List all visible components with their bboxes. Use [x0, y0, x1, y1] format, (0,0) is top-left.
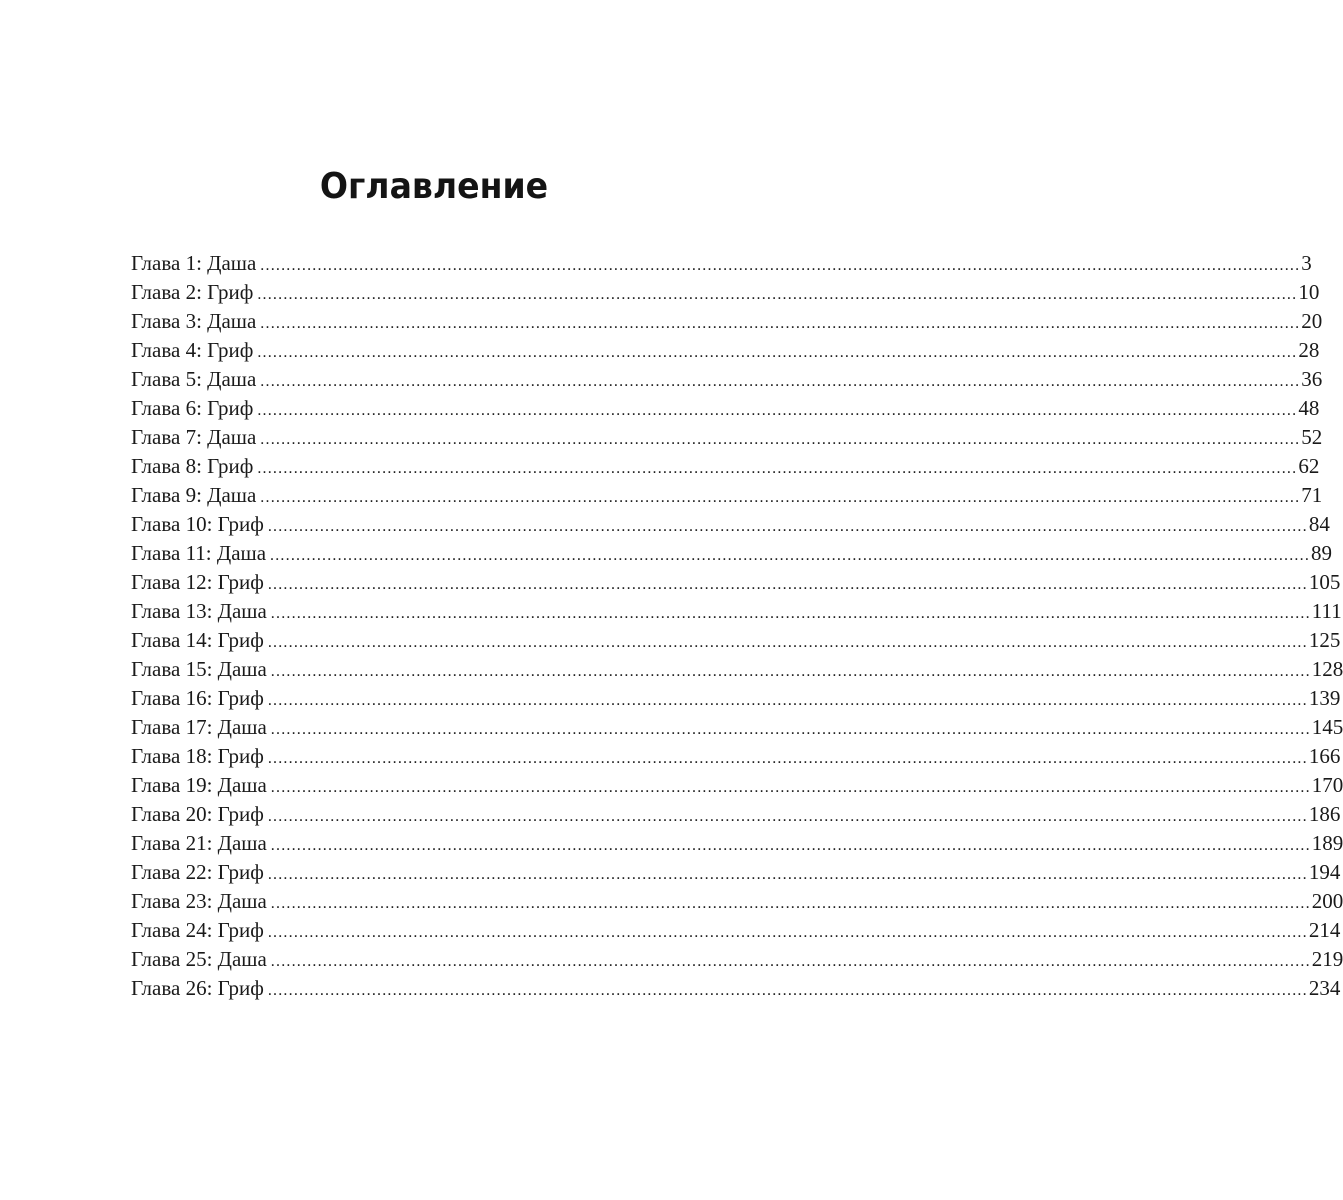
table-of-contents [131, 249, 1343, 1003]
dot-leader: ........................................................................................................................................................................................................ [270, 605, 1311, 622]
toc-entry-page-number: 125 [1308, 628, 1341, 652]
toc-entry-label: Глава 7: Даша [131, 425, 257, 449]
toc-entry-label: Глава 11: Даша [131, 541, 267, 565]
dot-leader: ........................................................................................................................................................................................................ [267, 518, 1308, 535]
dot-leader: ........................................................................................................................................................................................................ [270, 953, 1311, 970]
dot-leader: ........................................................................................................................................................................................................ [267, 866, 1308, 883]
dot-leader: ........................................................................................................................................................................................................ [270, 779, 1311, 796]
toc-entry-label: Глава 17: Даша [131, 715, 267, 739]
toc-entry-label: Глава 21: Даша [131, 831, 267, 855]
dot-leader: ........................................................................................................................................................................................................ [270, 547, 1311, 564]
toc-entry-label: Глава 10: Гриф [131, 512, 264, 536]
toc-entry[interactable] [131, 916, 1341, 945]
toc-entry[interactable] [131, 336, 1320, 365]
dot-leader: ........................................................................................................................................................................................................ [270, 663, 1311, 680]
dot-leader: ........................................................................................................................................................................................................ [267, 808, 1308, 825]
toc-entry-page-number: 20 [1301, 309, 1323, 333]
toc-entry[interactable] [131, 539, 1333, 568]
toc-entry[interactable] [131, 945, 1343, 974]
toc-entry-label: Глава 16: Гриф [131, 686, 264, 710]
toc-entry-page-number: 234 [1308, 976, 1341, 1000]
toc-entry-page-number: 189 [1311, 831, 1343, 855]
toc-entry-label: Глава 14: Гриф [131, 628, 264, 652]
toc-entry-label: Глава 25: Даша [131, 947, 267, 971]
toc-entry-label: Глава 20: Гриф [131, 802, 264, 826]
toc-entry-page-number: 194 [1308, 860, 1341, 884]
toc-entry-page-number: 36 [1301, 367, 1323, 391]
toc-entry[interactable] [131, 510, 1330, 539]
toc-entry-label: Глава 3: Даша [131, 309, 257, 333]
toc-entry[interactable] [131, 278, 1320, 307]
toc-entry-page-number: 111 [1311, 599, 1342, 623]
toc-entry[interactable] [131, 597, 1342, 626]
dot-leader: ........................................................................................................................................................................................................ [257, 460, 1298, 477]
toc-entry-page-number: 200 [1311, 889, 1343, 913]
dot-leader: ........................................................................................................................................................................................................ [257, 286, 1298, 303]
toc-entry[interactable] [131, 423, 1323, 452]
toc-entry-page-number: 214 [1308, 918, 1341, 942]
dot-leader: ........................................................................................................................................................................................................ [267, 924, 1308, 941]
toc-entry-page-number: 145 [1311, 715, 1343, 739]
dot-leader: ........................................................................................................................................................................................................ [257, 344, 1298, 361]
toc-entry-label: Глава 2: Гриф [131, 280, 254, 304]
toc-entry[interactable] [131, 974, 1341, 1003]
toc-entry-page-number: 89 [1311, 541, 1333, 565]
toc-entry[interactable] [131, 887, 1343, 916]
toc-entry-page-number: 219 [1311, 947, 1343, 971]
toc-entry-label: Глава 5: Даша [131, 367, 257, 391]
toc-entry-page-number: 105 [1308, 570, 1341, 594]
toc-entry-label: Глава 24: Гриф [131, 918, 264, 942]
toc-entry-page-number: 71 [1301, 483, 1323, 507]
toc-entry-label: Глава 23: Даша [131, 889, 267, 913]
toc-entry-label: Глава 18: Гриф [131, 744, 264, 768]
dot-leader: ........................................................................................................................................................................................................ [270, 721, 1311, 738]
toc-entry[interactable] [131, 568, 1341, 597]
toc-entry-label: Глава 9: Даша [131, 483, 257, 507]
toc-entry[interactable] [131, 655, 1343, 684]
toc-entry-label: Глава 22: Гриф [131, 860, 264, 884]
toc-entry[interactable] [131, 800, 1341, 829]
dot-leader: ........................................................................................................................................................................................................ [260, 373, 1301, 390]
toc-entry[interactable] [131, 771, 1343, 800]
toc-entry-label: Глава 12: Гриф [131, 570, 264, 594]
toc-entry[interactable] [131, 307, 1323, 336]
toc-entry-label: Глава 4: Гриф [131, 338, 254, 362]
toc-entry[interactable] [131, 394, 1320, 423]
toc-entry-label: Глава 15: Даша [131, 657, 267, 681]
toc-entry-page-number: 139 [1308, 686, 1341, 710]
dot-leader: ........................................................................................................................................................................................................ [267, 750, 1308, 767]
toc-entry-page-number: 48 [1298, 396, 1320, 420]
dot-leader: ........................................................................................................................................................................................................ [267, 576, 1308, 593]
toc-entry-label: Глава 13: Даша [131, 599, 267, 623]
toc-entry-label: Глава 8: Гриф [131, 454, 254, 478]
toc-entry-label: Глава 19: Даша [131, 773, 267, 797]
toc-entry[interactable] [131, 684, 1341, 713]
toc-entry-label: Глава 26: Гриф [131, 976, 264, 1000]
toc-entry[interactable] [131, 829, 1343, 858]
toc-entry-page-number: 128 [1311, 657, 1343, 681]
dot-leader: ........................................................................................................................................................................................................ [267, 634, 1308, 651]
page-title: Оглавление [319, 166, 549, 208]
dot-leader: ........................................................................................................................................................................................................ [260, 489, 1301, 506]
toc-entry-page-number: 170 [1311, 773, 1343, 797]
toc-entry[interactable] [131, 481, 1323, 510]
dot-leader: ........................................................................................................................................................................................................ [270, 837, 1311, 854]
toc-entry-page-number: 84 [1308, 512, 1330, 536]
toc-entry-page-number: 28 [1298, 338, 1320, 362]
toc-entry[interactable] [131, 858, 1341, 887]
toc-entry-label: Глава 6: Гриф [131, 396, 254, 420]
toc-entry-page-number: 186 [1308, 802, 1341, 826]
toc-entry-page-number: 10 [1298, 280, 1320, 304]
dot-leader: ........................................................................................................................................................................................................ [257, 402, 1298, 419]
dot-leader: ........................................................................................................................................................................................................ [260, 257, 1301, 274]
toc-entry[interactable] [131, 742, 1341, 771]
dot-leader: ........................................................................................................................................................................................................ [267, 692, 1308, 709]
toc-entry[interactable] [131, 713, 1343, 742]
toc-entry-page-number: 62 [1298, 454, 1320, 478]
dot-leader: ........................................................................................................................................................................................................ [270, 895, 1311, 912]
toc-entry-label: Глава 1: Даша [131, 251, 257, 275]
toc-entry-page-number: 166 [1308, 744, 1341, 768]
toc-entry[interactable] [131, 365, 1323, 394]
toc-entry[interactable] [131, 249, 1312, 278]
dot-leader: ........................................................................................................................................................................................................ [260, 431, 1301, 448]
toc-entry-page-number: 52 [1301, 425, 1323, 449]
toc-entry-page-number: 3 [1301, 251, 1312, 275]
toc-entry[interactable] [131, 626, 1341, 655]
dot-leader: ........................................................................................................................................................................................................ [260, 315, 1301, 332]
toc-entry[interactable] [131, 452, 1320, 481]
dot-leader: ........................................................................................................................................................................................................ [267, 982, 1308, 999]
